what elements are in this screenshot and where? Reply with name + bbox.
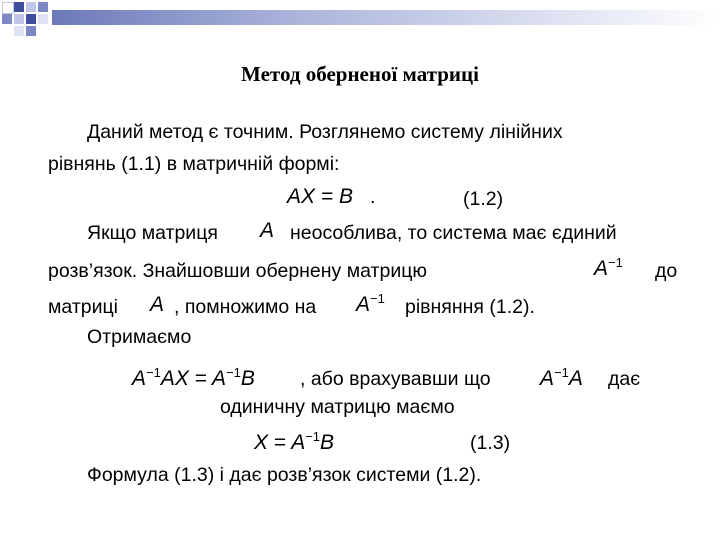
paragraph-line: одиничну матрицю маємо [220,396,455,418]
eq-rhs-rest: B [320,431,335,454]
equation-inverse [132,366,255,389]
product-inverse [540,366,583,389]
equation-number: (1.2) [463,188,504,210]
equation-1-2: AX = B [287,185,353,208]
paragraph-line: , або врахувавши що [300,368,491,390]
inverse-matrix [594,256,623,279]
matrix-base-2: A [568,367,583,390]
deco-square [14,2,24,12]
equation-dot: . [370,186,376,208]
paragraph-line: Якщо матриця [87,222,218,244]
deco-square [14,14,24,24]
eq-left-base: A [132,367,147,390]
header-gradient-bar [52,10,720,25]
paragraph-line: Формула (1.3) і дає розв’язок системи (1.2). [87,464,482,486]
paragraph-line: рівнянь (1.1) в матричній формі: [48,153,340,175]
eq-right-rest: B [240,367,255,390]
inverse-exponent: −1 [146,365,161,380]
inverse-matrix [356,292,385,315]
paragraph-line: Даний метод є точним. Розглянемо систему лінійних [87,121,563,143]
paragraph-line: дає [608,368,641,390]
matrix-symbol: A [260,219,275,242]
matrix-base: A [540,367,555,390]
eq-lhs: X [254,431,269,454]
paragraph-line: рівняння (1.2). [405,296,535,318]
deco-square [38,2,48,12]
deco-square [26,2,36,12]
inverse-exponent: −1 [226,365,241,380]
eq-sign: = [273,431,287,454]
deco-square [14,26,24,36]
paragraph-line: неособлива, то система має єдиний [290,222,617,244]
deco-square [26,14,36,24]
paragraph-line: , помножимо на [174,296,317,318]
deco-square [38,14,48,24]
paragraph-line: розв’язок. Знайшовши обернену матрицю [48,260,428,282]
header-decoration [0,0,720,40]
matrix-base: A [594,257,609,280]
paragraph-line: до [655,260,678,282]
inverse-exponent: −1 [554,365,569,380]
equation-1-3 [254,430,334,453]
equation-number: (1.3) [470,432,511,454]
eq-sign: = [194,367,207,390]
inverse-exponent: −1 [370,291,385,306]
eq-rhs-base: A [291,431,306,454]
deco-square [2,14,12,24]
deco-square [26,26,36,36]
matrix-base: A [356,293,371,316]
slide-title: Метод оберненої матриці [241,62,479,86]
paragraph-line: Отримаємо [87,326,192,348]
eq-right-base: A [212,367,227,390]
eq-left-rest: AX [160,367,189,390]
deco-square [2,2,14,14]
paragraph-line: матриці [48,296,118,318]
inverse-exponent: −1 [608,255,623,270]
matrix-symbol: A [150,293,165,316]
inverse-exponent: −1 [305,429,321,444]
